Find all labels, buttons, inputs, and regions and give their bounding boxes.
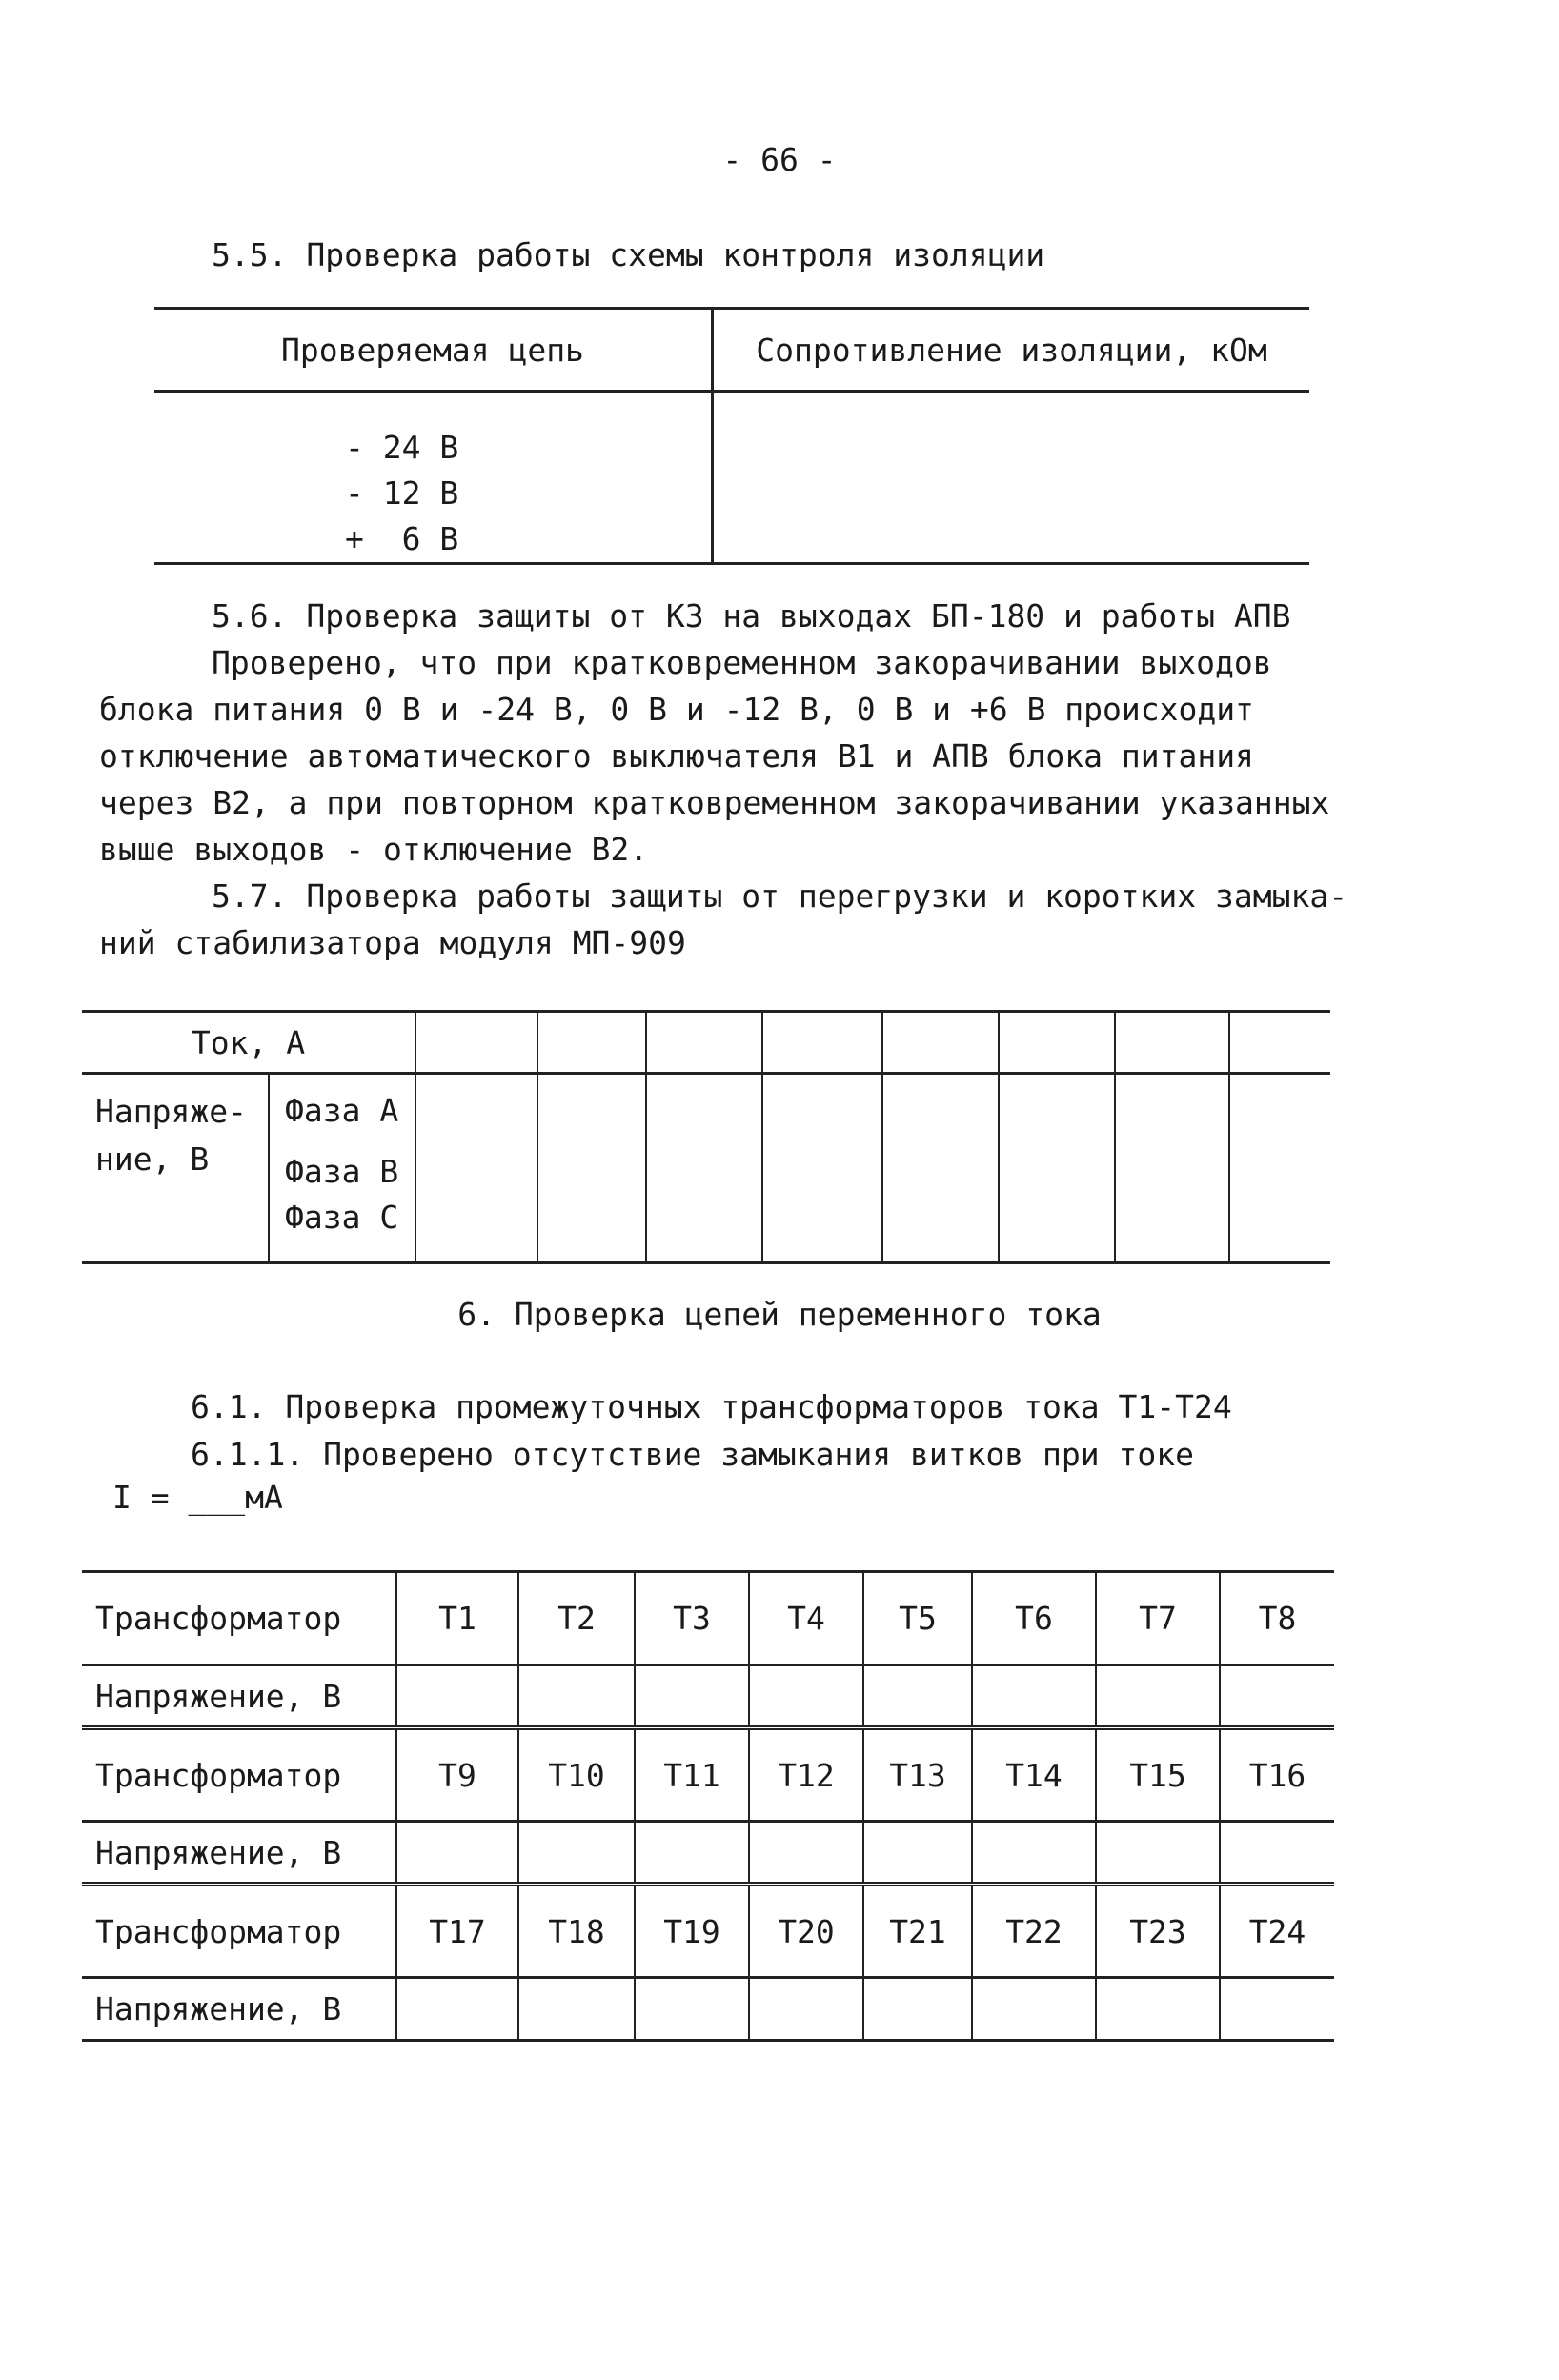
transformer-id: Т22 [972, 1885, 1096, 1978]
transformer-id: Т1 [396, 1572, 518, 1665]
voltage-cell [635, 1978, 749, 2041]
text-line: Проверено, что при кратковременном закорачивании выходов [212, 644, 1272, 681]
row-label-voltage: Напряжение, В [82, 1665, 396, 1728]
voltage-cell [749, 1665, 863, 1728]
transformer-id: Т2 [518, 1572, 635, 1665]
table-cell [537, 1012, 646, 1074]
phase-c-label: Фаза С [285, 1199, 399, 1236]
voltage-cell [1096, 1822, 1220, 1885]
phases-cell [269, 1074, 415, 1263]
row-label-transformer: Трансформатор [82, 1885, 396, 1978]
transformer-id: Т8 [1220, 1572, 1334, 1665]
current-value-line: I = ___мА [112, 1479, 283, 1516]
stabilizer-protection-table [82, 1010, 1330, 1264]
voltage-cell [518, 1822, 635, 1885]
voltage-cell [1096, 1978, 1220, 2041]
voltage-cell [1220, 1978, 1334, 2041]
transformer-id: Т16 [1220, 1728, 1334, 1822]
voltage-cell [972, 1665, 1096, 1728]
transformer-id: Т17 [396, 1885, 518, 1978]
text-line: 5.7. Проверка работы защиты от перегрузки и коротких замыка- [212, 877, 1348, 915]
table-cell [882, 1012, 999, 1074]
transformer-table [82, 1570, 1334, 2042]
table-cell [999, 1074, 1115, 1263]
table-cell [882, 1074, 999, 1263]
text-line: блока питания 0 В и -24 В, 0 В и -12 В, 0 В и +6 В происходит [99, 691, 1254, 728]
transformer-id: Т14 [972, 1728, 1096, 1822]
table-cell [762, 1012, 882, 1074]
row-label-transformer: Трансформатор [82, 1728, 396, 1822]
section-6-1-text [191, 1383, 1458, 1479]
text-line: 6.1.1. Проверено отсутствие замыкания витков при токе [191, 1436, 1194, 1473]
table-cell [537, 1074, 646, 1263]
voltage-cell [1220, 1822, 1334, 1885]
transformer-id: Т11 [635, 1728, 749, 1822]
transformer-id: Т18 [518, 1885, 635, 1978]
table-cell [646, 1012, 762, 1074]
transformer-id: Т3 [635, 1572, 749, 1665]
transformer-id: Т13 [863, 1728, 972, 1822]
section-5-5-title: 5.5. Проверка работы схемы контроля изоляции [212, 236, 1045, 273]
voltage-cell [863, 1978, 972, 2041]
circuit-item: - 24 В [345, 429, 459, 466]
text-line: выше выходов - отключение В2. [99, 831, 649, 868]
table-cell [415, 1012, 537, 1074]
transformer-id: Т19 [635, 1885, 749, 1978]
voltage-cell [635, 1665, 749, 1728]
voltage-cell [972, 1822, 1096, 1885]
text-line: через В2, а при повторном кратковременном закорачивании указанных [99, 784, 1330, 821]
voltage-cell [1096, 1665, 1220, 1728]
voltage-cell [1220, 1665, 1334, 1728]
table-cell [762, 1074, 882, 1263]
phase-b-label: Фаза В [285, 1153, 399, 1190]
row-label-voltage: Напряжение, В [82, 1822, 396, 1885]
voltage-cell [635, 1822, 749, 1885]
transformer-id: Т9 [396, 1728, 518, 1822]
text-line: отключение автоматического выключателя В1 и АПВ блока питания [99, 737, 1254, 775]
transformer-id: Т24 [1220, 1885, 1334, 1978]
text-line: 5.6. Проверка защиты от КЗ на выходах БП-180 и работы АПВ [212, 597, 1291, 635]
current-label: Ток, А [82, 1012, 415, 1074]
transformer-id: Т21 [863, 1885, 972, 1978]
transformer-id: Т7 [1096, 1572, 1220, 1665]
transformer-id: Т20 [749, 1885, 863, 1978]
row-label-transformer: Трансформатор [82, 1572, 396, 1665]
table-cell [1229, 1012, 1330, 1074]
voltage-cell [749, 1822, 863, 1885]
table-cell [415, 1074, 537, 1263]
voltage-cell [518, 1665, 635, 1728]
transformer-id: Т6 [972, 1572, 1096, 1665]
circuit-cell [154, 392, 713, 564]
section-6-title: 6. Проверка цепей переменного тока [457, 1296, 1102, 1333]
transformer-id: Т10 [518, 1728, 635, 1822]
voltage-cell [518, 1978, 635, 2041]
page-number: - 66 - [722, 141, 837, 178]
voltage-cell [863, 1822, 972, 1885]
transformer-id: Т23 [1096, 1885, 1220, 1978]
table-cell [1115, 1074, 1229, 1263]
circuit-item: - 12 В [345, 474, 459, 512]
voltage-cell [396, 1665, 518, 1728]
transformer-id: Т5 [863, 1572, 972, 1665]
row-label-voltage: Напряжение, В [82, 1978, 396, 2041]
text-line: 6.1. Проверка промежуточных трансформаторов тока Т1-Т24 [191, 1388, 1232, 1425]
insulation-table [154, 307, 1309, 565]
transformer-id: Т15 [1096, 1728, 1220, 1822]
voltage-cell [396, 1978, 518, 2041]
circuit-item: + 6 В [345, 520, 459, 557]
table-cell [1229, 1074, 1330, 1263]
voltage-cell [396, 1822, 518, 1885]
voltage-label-cell [82, 1074, 269, 1263]
table-cell [999, 1012, 1115, 1074]
section-5-6-text [99, 593, 1367, 966]
col-resistance-header: Сопротивление изоляции, кОм [713, 309, 1310, 392]
resistance-cell [713, 392, 1310, 564]
table-cell [1115, 1012, 1229, 1074]
table-cell [646, 1074, 762, 1263]
voltage-cell [863, 1665, 972, 1728]
phase-a-label: Фаза А [285, 1092, 399, 1129]
voltage-cell [749, 1978, 863, 2041]
voltage-label: Напряже- [95, 1093, 247, 1130]
transformer-id: Т4 [749, 1572, 863, 1665]
voltage-cell [972, 1978, 1096, 2041]
text-line: ний стабилизатора модуля МП-909 [99, 924, 686, 961]
voltage-label: ние, В [95, 1140, 210, 1178]
col-circuit-header: Проверяемая цепь [154, 309, 713, 392]
transformer-id: Т12 [749, 1728, 863, 1822]
